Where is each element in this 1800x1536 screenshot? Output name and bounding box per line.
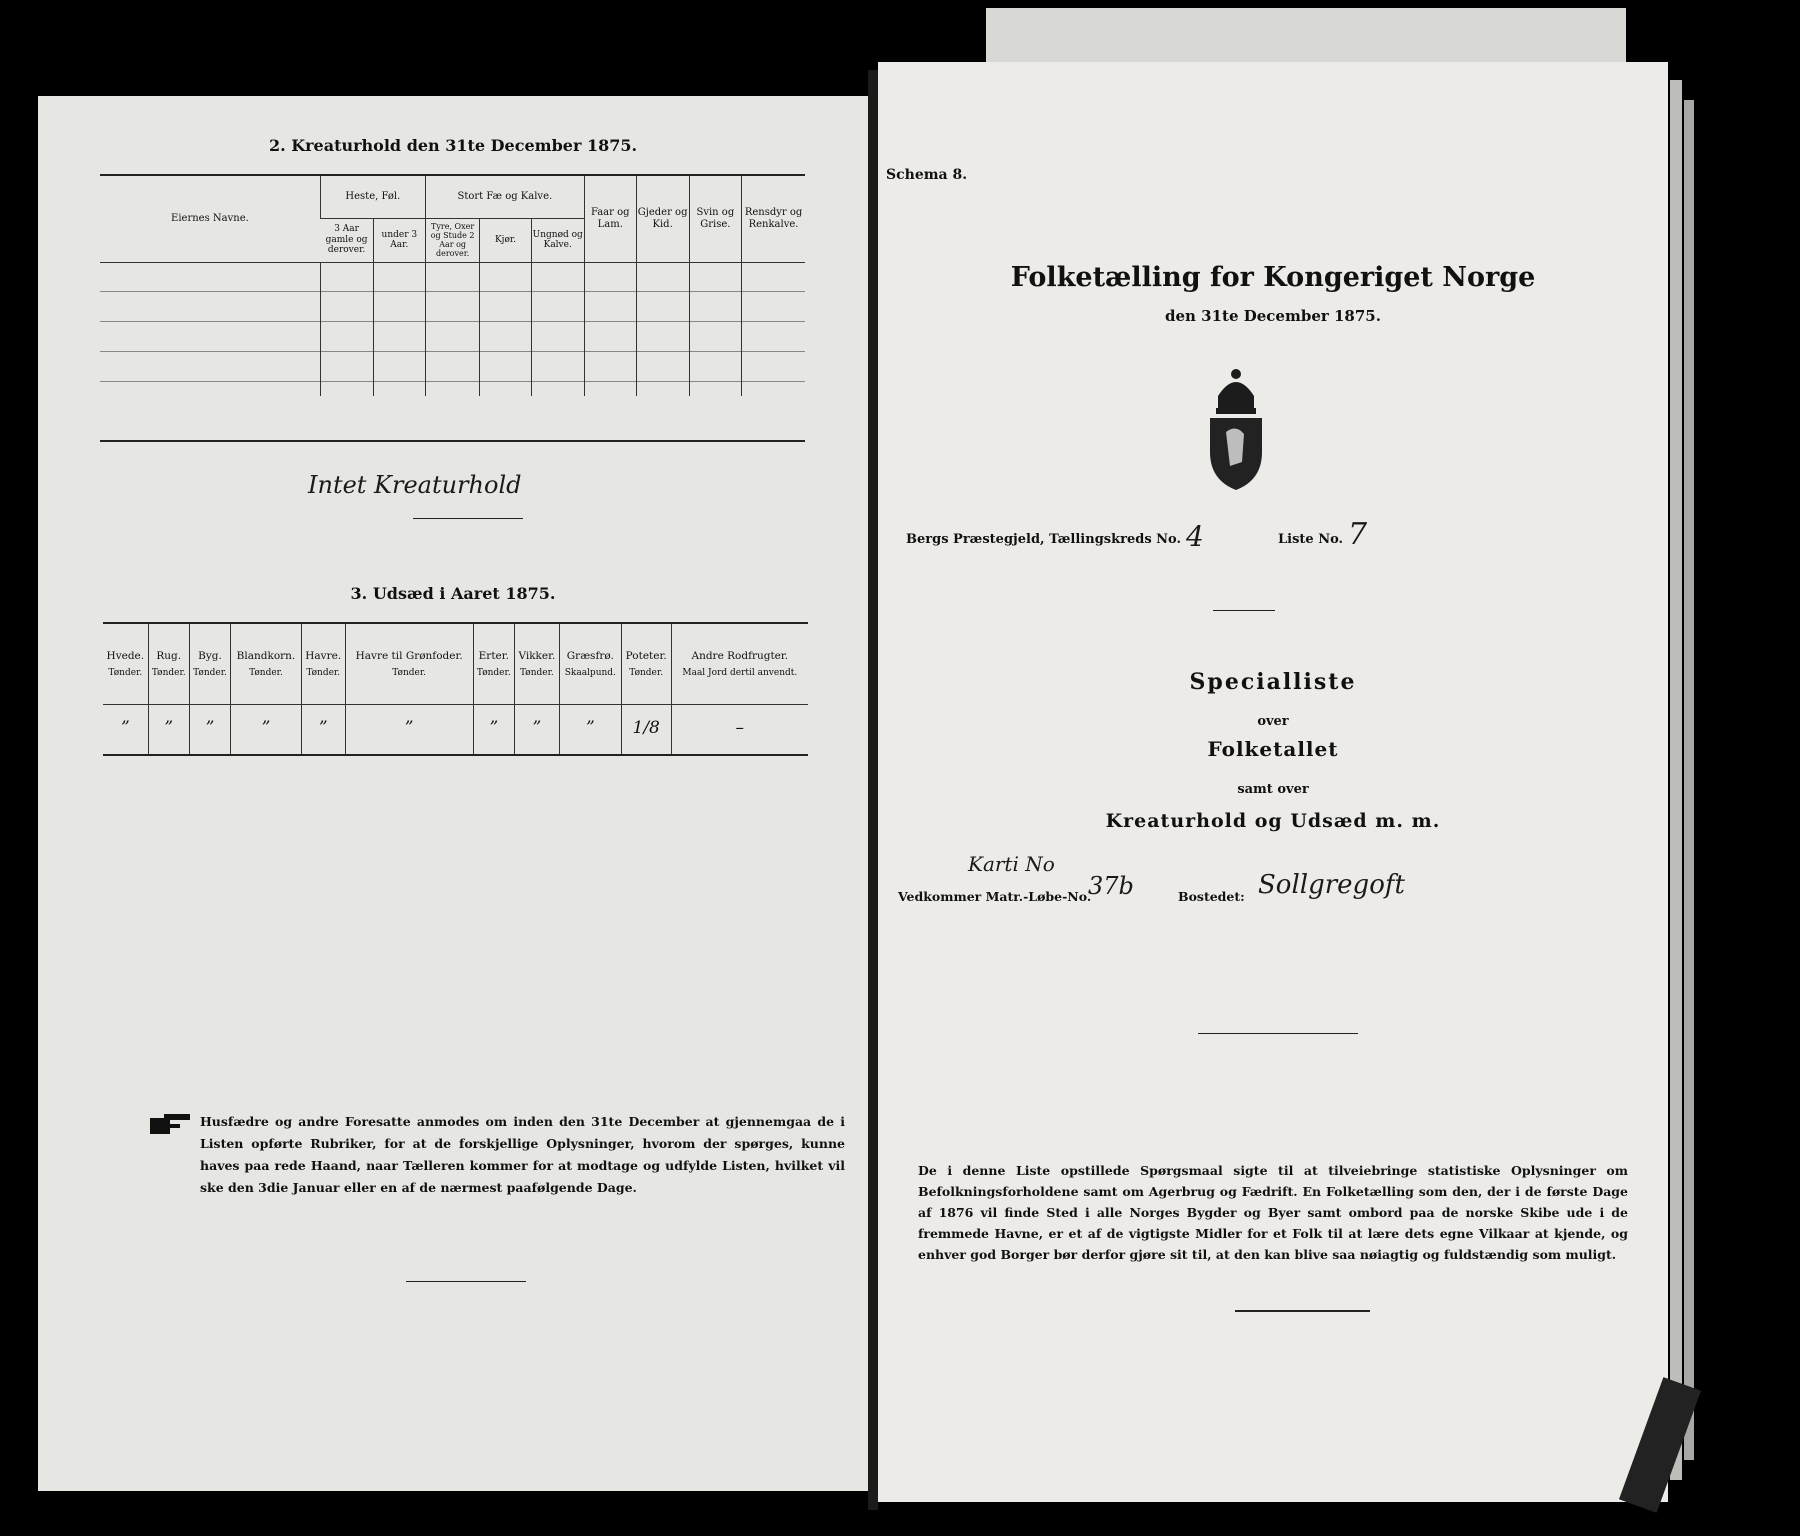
liste-number: 7: [1348, 517, 1368, 552]
sowing-value: ”: [189, 704, 230, 754]
over-text: over: [1257, 714, 1289, 729]
kreaturhold-heading: Kreaturhold og Udsæd m. m.: [1105, 810, 1441, 832]
sowing-col-unit: Tønder.: [520, 667, 554, 678]
page-edge: [1670, 80, 1682, 1480]
sowing-col-header: [514, 624, 559, 704]
col-horses-old: 3 Aar gamle og derover.: [320, 218, 373, 262]
sowing-col-header: [559, 624, 621, 704]
col-goats: Gjeder og Kid.: [636, 176, 689, 262]
form-date: den 31te December 1875.: [1165, 307, 1381, 325]
col-cows: Kjør.: [480, 218, 531, 262]
sowing-col-header: [231, 624, 302, 704]
col-sheep: Faar og Lam.: [584, 176, 636, 262]
section2-title: 2. Kreaturhold den 31te December 1875.: [268, 136, 638, 155]
handwritten-above-label: Karti No: [968, 852, 1055, 876]
sowing-col-unit: Skaalpund.: [564, 667, 616, 678]
left-page: [38, 96, 868, 1491]
sowing-col-name: Erter.: [478, 649, 509, 662]
table-row: [100, 322, 805, 352]
sowing-table: [103, 624, 808, 754]
sowing-col-name: Andre Rodfrugter.: [691, 649, 789, 662]
sowing-col-unit: Tønder.: [392, 667, 427, 678]
sowing-value: ”: [473, 704, 514, 754]
form-title: Folketælling for Kongeriget Norge: [1010, 262, 1536, 293]
sowing-value: ”: [148, 704, 189, 754]
bostedet-label: Bostedet:: [1178, 889, 1245, 904]
sowing-value: ”: [231, 704, 302, 754]
sowing-value: ”: [120, 718, 130, 739]
kreds-number: 4: [1186, 520, 1204, 553]
notice-text: Husfædre og andre Foresatte anmodes om inden den 31te December at gjennemgaa de i Listen opførte Rubriker, for at de forskjellige Oplysninger, hvorom der spørges, kunne haves paa rede Haand, naar Tælleren kommer for at modtage og udfylde Listen, hvilket vil ske den 3die Januar eller en af de nærmest paafølgende Dage.: [200, 1114, 845, 1195]
sowing-col-name: Vikker.: [518, 649, 556, 662]
sowing-col-unit: Tønder.: [306, 667, 341, 678]
sowing-col-name: Blandkorn.: [236, 649, 296, 662]
sowing-col-name: Havre til Grønfoder.: [355, 649, 463, 662]
schema-label: Schema 8.: [886, 167, 968, 183]
sowing-col-unit: Tønder.: [193, 667, 227, 678]
sowing-col-header: [148, 624, 189, 704]
sowing-col-header: [473, 624, 514, 704]
table-row: [100, 351, 805, 381]
matr-number: 37b: [1088, 872, 1134, 900]
page-edge: [1684, 100, 1694, 1460]
col-cattle: Stort Fæ og Kalve.: [425, 176, 584, 218]
sowing-col-unit: Tønder.: [108, 667, 143, 678]
table-row: [100, 292, 805, 322]
right-page: [878, 62, 1668, 1502]
col-calves: Ungnød og Kalve.: [531, 218, 584, 262]
liste-label: Liste No.: [1278, 532, 1344, 547]
sowing-col-name: Hvede.: [106, 649, 145, 662]
matr-label: Vedkommer Matr.-Løbe-No.: [898, 889, 1092, 904]
table-row: [100, 262, 805, 292]
page-edge: [986, 8, 1626, 66]
sowing-col-unit: Tønder.: [151, 667, 186, 678]
sowing-value: ”: [345, 704, 473, 754]
col-horses: Heste, Føl.: [320, 176, 425, 218]
livestock-table: [100, 176, 805, 396]
folketallet-heading: Folketallet: [1207, 737, 1339, 761]
sowing-col-name: Byg.: [198, 649, 222, 662]
sowing-col-name: Rug.: [156, 649, 182, 662]
sowing-value: –: [671, 704, 808, 754]
rule: [1198, 1033, 1358, 1034]
parish-label: Bergs Præstegjeld, Tællingskreds No.: [906, 532, 1182, 547]
sowing-col-unit: Tønder.: [249, 667, 283, 678]
sowing-value: ”: [514, 704, 559, 754]
specialliste-heading: Specialliste: [1189, 669, 1357, 695]
rule: [1213, 610, 1275, 611]
explanatory-paragraph: De i denne Liste opstillede Spørgsmaal sigte til at tilveiebringe statistiske Oplysninger om Befolkningsforholdene samt om Agerbrug og Fædrift. En Folketælling som den, der i de første Dage af 1876 vil finde Sted i alle Norges Bygder og Byer samt ombord paa de norske Skibe ude i de fremmede Havne, er et af de vigtigste Midler for et Folk til at lære dets egne Vilkaar at kjende, og enhver god Borger bør derfor gjøre sit til, at den kan blive saa nøiagtig og fuldstændig som muligt.: [918, 1163, 1628, 1262]
sowing-value: ”: [301, 704, 345, 754]
sowing-col-header: [103, 624, 148, 704]
pointing-hand-icon: [150, 1114, 192, 1134]
col-reindeer: Rensdyr og Renkalve.: [742, 176, 805, 262]
col-pigs: Svin og Grise.: [689, 176, 741, 262]
sowing-col-header: [189, 624, 230, 704]
rule: [406, 1281, 526, 1282]
sowing-col-unit: Maal Jord dertil anvendt.: [682, 667, 798, 678]
sowing-col-header: [671, 624, 808, 704]
samt-over-text: samt over: [1237, 782, 1309, 797]
sowing-value: 1/8: [621, 704, 671, 754]
rule: [413, 518, 523, 519]
sowing-col-name: Græsfrø.: [566, 649, 614, 662]
col-horses-young: under 3 Aar.: [373, 218, 425, 262]
book-spine: [868, 70, 878, 1510]
sowing-value: ”: [559, 704, 621, 754]
sowing-col-header: [345, 624, 473, 704]
rule: [1235, 1310, 1370, 1312]
rule: [103, 754, 808, 756]
col-owner-names: Eiernes Navne.: [171, 213, 249, 224]
sowing-col-unit: Tønder.: [476, 667, 511, 678]
bostedet-value: Sollgregoft: [1258, 870, 1405, 900]
sowing-col-unit: Tønder.: [629, 667, 664, 678]
sowing-col-name: Poteter.: [625, 649, 667, 662]
sowing-col-header: [301, 624, 345, 704]
section3-title: 3. Udsæd i Aaret 1875.: [350, 584, 556, 603]
handwritten-note: Intet Kreaturhold: [308, 471, 522, 499]
sowing-col-name: Havre.: [305, 649, 342, 662]
coat-of-arms-icon: [1196, 362, 1276, 492]
col-bulls: Tyre, Oxer og Stude 2 Aar og derover.: [425, 218, 480, 262]
sowing-col-header: [621, 624, 671, 704]
rule: [100, 440, 805, 442]
table-row: [100, 381, 805, 396]
